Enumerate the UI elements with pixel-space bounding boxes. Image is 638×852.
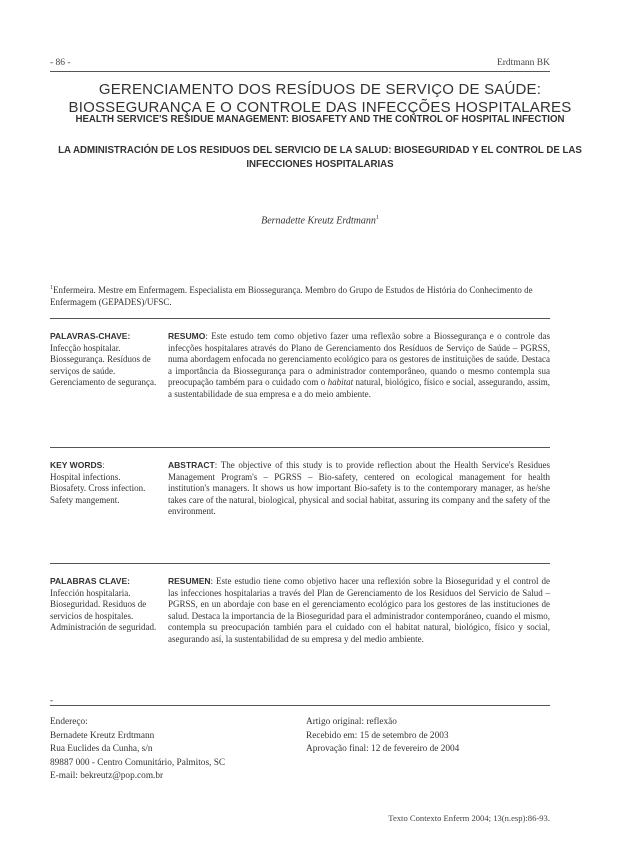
title-pt-line2: BIOSSEGURANÇA E O CONTROLE DAS INFECÇÕES HOSPITALARES [68, 99, 572, 116]
keyword-item: Hospital infections. [50, 471, 121, 482]
keyword-item: Bioseguridad. Residuos de servicios de hospitales. [50, 599, 147, 621]
address-email[interactable]: E-mail: bekreutz@pop.com.br [50, 771, 164, 782]
affiliation-sup: 1 [50, 285, 53, 291]
author-sup: 1 [375, 215, 379, 221]
article-info [306, 716, 459, 757]
keywords-heading [50, 460, 158, 472]
affiliation [50, 282, 550, 308]
section-rule-en [50, 447, 550, 448]
abstract-text: : Este estudio tiene como objetivo hacer una reflexión sobre la Bioseguridad y el control de las infecciones hospitalarias a través del Plan de Gerenciamento de los Residuos del Servicio de Salud – PGRSS, en un abordaje con base en el gerenciamento ecológico para los gestores de las instituciones de salud. Destaca la importancia de la Bioseguridad para el administrador contemporáneo, cuando el mismo, contempla su preocupación también para el cuidado con el habitat natural, biológico, físico y social, asegurando así, la sustentabilidad de su empresa y del medio ambiente. [168, 576, 550, 644]
footer-rule [50, 705, 550, 706]
address-label: Endereço: [50, 717, 88, 727]
header-rule [50, 71, 550, 72]
abstract-pt [168, 331, 550, 400]
abstract-heading: RESUMO [168, 331, 206, 341]
section-rule-pt [50, 318, 550, 319]
keyword-item: Infecção hospitalar. [50, 342, 121, 353]
title-pt-line1: GERENCIAMENTO DOS RESÍDUOS DE SERVIÇO DE SAÚDE: [98, 81, 542, 98]
keywords-en [50, 460, 158, 506]
keyword-item: Infección hospitalaria. [50, 587, 131, 598]
abstract-heading: RESUMEN [168, 576, 211, 586]
title-spanish: LA ADMINISTRACIÓN DE LOS RESIDUOS DEL SERVICIO DE LA SALUD: BIOSEGURIDAD Y EL CONTROL DE LAS INFECCIONES HOSPITALARIAS [58, 145, 582, 170]
page-number: - 86 - [50, 58, 71, 68]
abstract-es [168, 576, 550, 645]
section-rule-es [50, 563, 550, 564]
title-english: HEALTH SERVICE'S RESIDUE MANAGEMENT: BIOSAFETY AND THE CONTROL OF HOSPITAL INFECTION [75, 114, 565, 125]
title-portuguese [40, 81, 600, 117]
correspondence-address [50, 716, 225, 784]
abstract-text: : The objective of this study is to provide reflection about the Health Service's Residues Management Program's – PGRSS – Bio-safety, centered on ecological management for health institution's managers. It shows us how important Bio-safety is to the contemporary manager, as he/she takes care of the natural, biological, physical and social habitat, assuring its company and the safety of the environment. [168, 460, 550, 516]
keyword-item: Safety mangement. [50, 494, 120, 505]
received-date: Recebido em: 15 de setembro de 2003 [306, 730, 449, 741]
approved-date: Aprovação final: 12 de fevereiro de 2004 [306, 744, 460, 755]
keyword-item: Biosafety. Cross infection. [50, 483, 146, 493]
address-street: Rua Euclides da Cunha, s/n [50, 744, 153, 755]
footnote-marker: - [50, 695, 53, 705]
abstract-text: : Este estudo tem como objetivo fazer uma reflexão sobre a Biossegurança e o controle das infecções hospitalares através do Plano de Gerenciamento dos Resíduos de Serviço de Saúde – PGRSS, numa abordagem enfocada no gerenciamento ecológico para os gestores de instituições de saúde. Destaca a importância da Biossegurança para o administrador contemporâneo, quando o mesmo contempla sua preocupação também para o cuidado com o [168, 331, 550, 387]
keywords-pt [50, 331, 158, 389]
abstract-heading: ABSTRACT [168, 460, 215, 470]
running-author: Erdtmann BK [496, 58, 550, 68]
author [40, 215, 600, 226]
keywords-heading: PALAVRAS-CHAVE: [50, 331, 131, 341]
keywords-heading-suffix: : [102, 460, 105, 470]
keyword-item: Biossegurança. Resíduos de serviços de saúde. [50, 354, 151, 376]
keywords-heading-text: KEY WORDS [50, 460, 103, 470]
keyword-item: Gerenciamento de segurança. [50, 377, 157, 387]
abstract-italic: habitat [327, 377, 354, 387]
author-name: Bernadette Kreutz Erdtmann [261, 215, 376, 227]
keywords-heading: PALABRAS CLAVE: [50, 576, 130, 586]
address-name: Bernadete Kreutz Erdtmann [50, 730, 155, 741]
journal-citation: Texto Contexto Enferm 2004; 13(n.esp):86-93. [388, 813, 550, 823]
address-city: 89887 000 - Centro Comunitário, Palmitos, SC [50, 757, 226, 768]
keywords-es [50, 576, 158, 634]
keyword-item: Administración de seguridad. [50, 622, 157, 632]
abstract-text-end: natural, biológico, físico e social, assegurando, assim, a sustentabilidade de sua empresa e a do meio ambiente. [168, 377, 550, 399]
abstract-en [168, 460, 550, 518]
affiliation-text: Enfermeira. Mestre em Enfermagem. Especialista em Biossegurança. Membro do Grupo de Estudos de História do Conhecimento de Enfermagem (GEPADES)/UFSC. [50, 285, 533, 307]
article-type: Artigo original: reflexão [306, 717, 397, 727]
